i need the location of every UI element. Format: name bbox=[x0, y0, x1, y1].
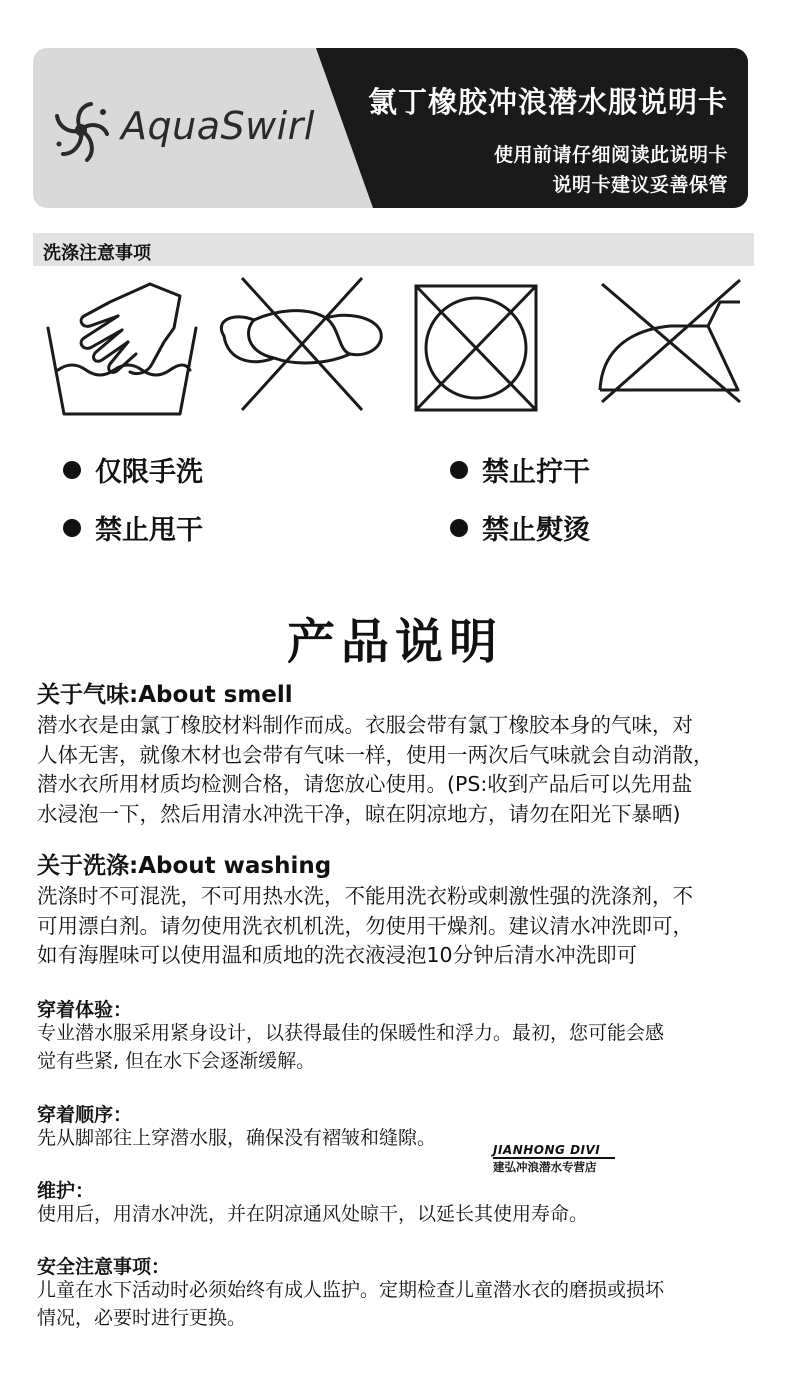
washing-paragraph bbox=[37, 882, 762, 971]
no-iron-icon bbox=[590, 272, 750, 412]
washing-line: 如有海腥味可以使用温和质地的洗衣液浸泡10分钟后清水冲洗即可 bbox=[37, 943, 638, 967]
card-title: 氯丁橡胶冲浪潜水服说明卡 bbox=[367, 85, 728, 119]
safety-line: 儿童在水下活动时必须始终有成人监护。定期检查儿童潜水衣的磨损或损坏 bbox=[37, 1279, 665, 1301]
wear-line: 专业潜水服采用紧身设计，以获得最佳的保暖性和浮力。最初，您可能会感 bbox=[37, 1022, 665, 1044]
smell-line: 潜水衣所用材质均检测合格，请您放心使用。(PS:收到产品后可以先用盐 bbox=[37, 772, 693, 796]
brand-logo bbox=[45, 92, 345, 172]
smell-heading: 关于气味:About smell bbox=[37, 682, 293, 708]
care-section-heading: 洗涤注意事项 bbox=[43, 243, 151, 264]
product-title: 产品说明 bbox=[286, 614, 503, 670]
care-label-text: 禁止甩干 bbox=[95, 515, 203, 546]
order-heading: 穿着顺序： bbox=[37, 1104, 133, 1126]
care-label-text: 禁止拧干 bbox=[482, 457, 590, 488]
care-section-bar bbox=[33, 233, 754, 266]
watermark-shop: 建弘冲浪潜水专营店 bbox=[493, 1160, 597, 1174]
smell-line: 人体无害，就像木材也会带有气味一样，使用一两次后气味就会自动消散， bbox=[37, 742, 714, 767]
watermark-brand: JIANHONG DIVI bbox=[493, 1143, 615, 1159]
care-label-hand-wash bbox=[63, 450, 203, 489]
washing-line: 可用漂白剂。请勿使用洗衣机机洗，勿使用干燥剂。建议清水冲洗即可， bbox=[37, 913, 693, 938]
care-label-no-spin-dry bbox=[63, 508, 203, 547]
no-wring-icon bbox=[210, 272, 390, 414]
smell-line: 水浸泡一下，然后用清水冲洗干净，晾在阴凉地方，请勿在阳光下暴晒) bbox=[37, 801, 681, 826]
maintenance-heading: 维护： bbox=[37, 1180, 95, 1202]
header-note-1: 使用前请仔细阅读此说明卡 bbox=[493, 144, 728, 166]
swirl-logo-icon bbox=[45, 94, 117, 166]
safety-paragraph bbox=[37, 1276, 762, 1332]
care-label-no-wring bbox=[450, 450, 590, 489]
maintenance-line: 使用后，用清水冲洗，并在阴凉通风处晾干，以延长其使用寿命。 bbox=[37, 1203, 589, 1225]
care-label-text: 仅限手洗 bbox=[95, 457, 203, 488]
washing-line: 洗涤时不可混洗，不可用热水洗，不能用洗衣粉或刺激性强的洗涤剂，不 bbox=[37, 884, 693, 908]
wear-heading: 穿着体验： bbox=[37, 999, 133, 1021]
brand-name: AquaSwirl bbox=[121, 104, 315, 148]
care-label-no-iron bbox=[450, 508, 590, 547]
wear-paragraph bbox=[37, 1019, 762, 1075]
bullet-dot bbox=[450, 461, 468, 479]
smell-paragraph bbox=[37, 711, 762, 829]
smell-line: 潜水衣是由氯丁橡胶材料制作而成。衣服会带有氯丁橡胶本身的气味，对 bbox=[37, 713, 693, 737]
safety-line: 情况，必要时进行更换。 bbox=[37, 1307, 247, 1329]
care-label-text: 禁止熨烫 bbox=[482, 515, 590, 546]
hand-wash-icon bbox=[40, 272, 200, 420]
safety-heading: 安全注意事项： bbox=[37, 1256, 171, 1278]
wear-line: 觉有些紧, 但在水下会逐渐缓解。 bbox=[37, 1050, 316, 1072]
bullet-dot bbox=[63, 519, 81, 537]
order-line: 先从脚部往上穿潜水服，确保没有褶皱和缝隙。 bbox=[37, 1127, 437, 1149]
no-tumble-dry-icon bbox=[410, 272, 544, 418]
washing-heading: 关于洗涤:About washing bbox=[37, 853, 332, 879]
header-note-2: 说明卡建议妥善保管 bbox=[552, 174, 728, 196]
order-paragraph bbox=[37, 1124, 762, 1152]
instruction-card-header bbox=[33, 48, 748, 208]
bullet-dot bbox=[450, 519, 468, 537]
maintenance-paragraph bbox=[37, 1200, 762, 1228]
bullet-dot bbox=[63, 461, 81, 479]
shop-watermark bbox=[493, 1143, 615, 1177]
